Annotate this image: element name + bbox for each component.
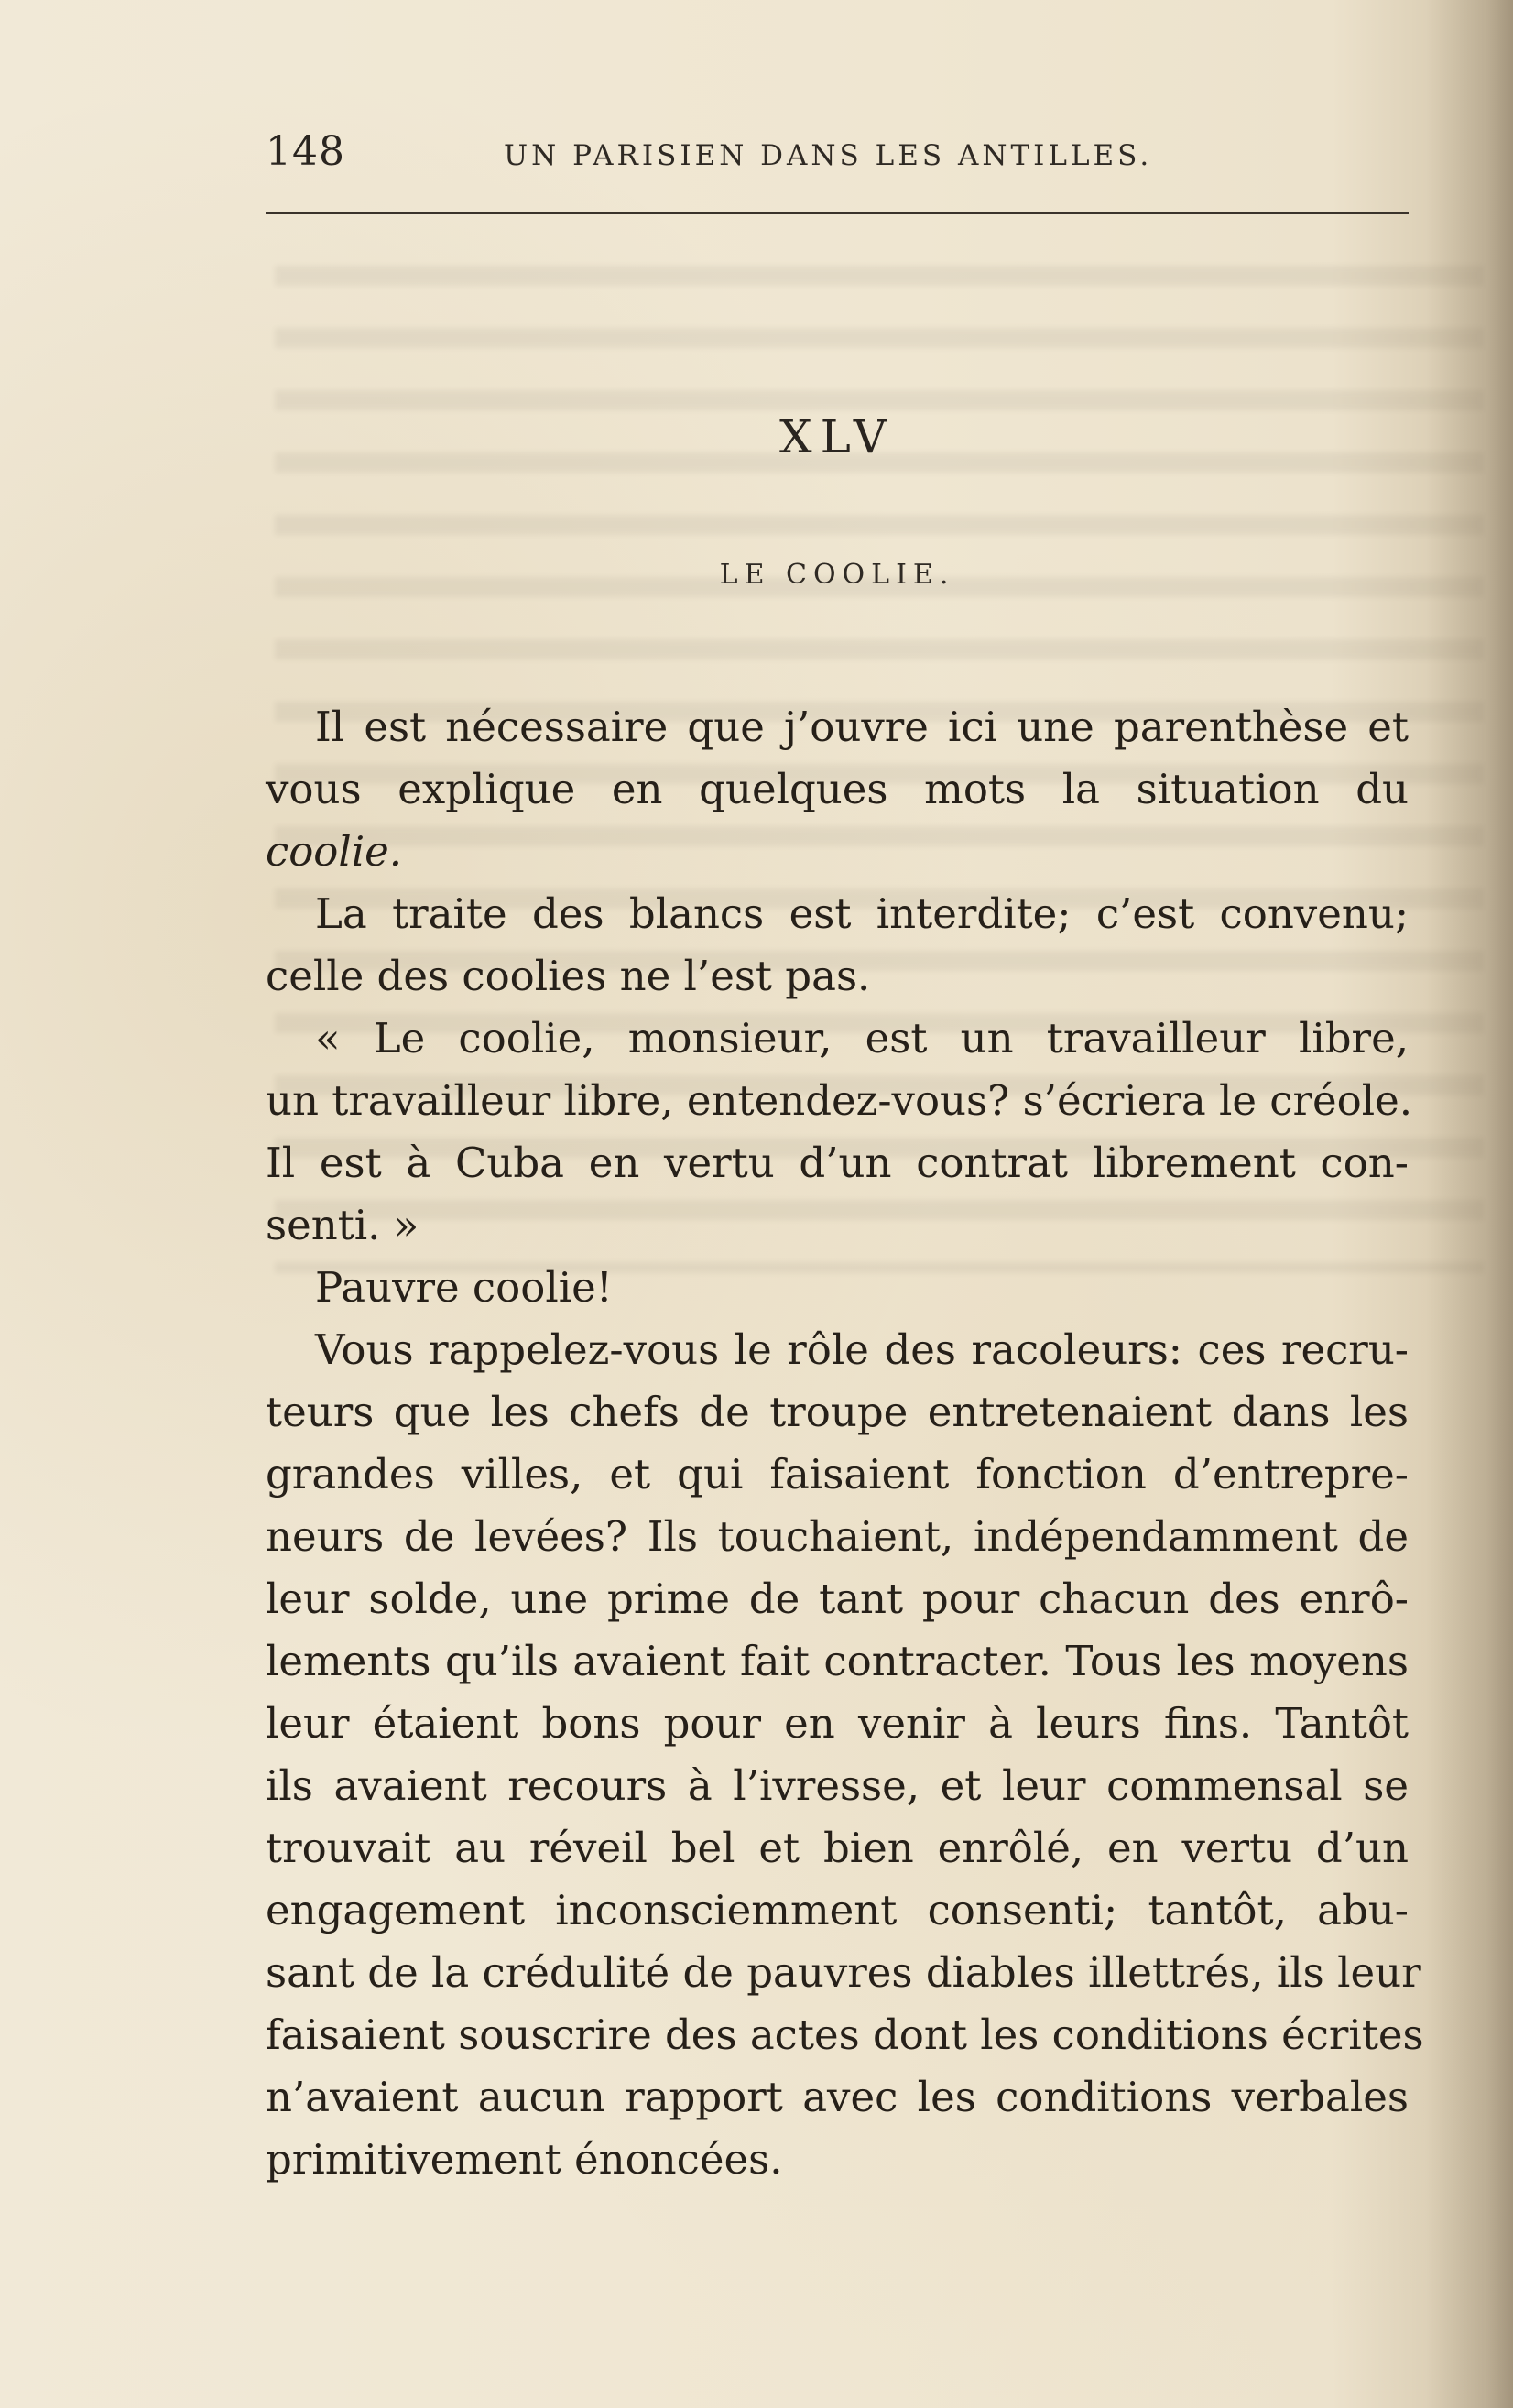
text-line: La traite des blancs est interdite; c’est convenu; — [315, 889, 1409, 938]
text-line: teurs que les chefs de troupe entretenaient dans les — [266, 1388, 1409, 1436]
text-line: faisaient souscrire des actes dont les conditions écrites — [266, 2010, 1424, 2059]
text-line: celle des coolies ne l’est pas. — [266, 952, 871, 1000]
text-line: n’avaient aucun rapport avec les conditions verbales — [266, 2073, 1409, 2121]
text-line: grandes villes, et qui faisaient fonction d’entrepre- — [266, 1450, 1409, 1498]
text-line: engagement inconsciemment consenti; tantôt, abu- — [266, 1886, 1409, 1934]
page-edge-shadow — [1426, 0, 1513, 2408]
text-line: leur solde, une prime de tant pour chacun des enrô- — [266, 1574, 1409, 1623]
header-rule — [266, 212, 1409, 214]
text-line: primitivement énoncées. — [266, 2135, 783, 2184]
text-line: un travailleur libre, entendez-vous? s’écriera le créole. — [266, 1076, 1413, 1125]
text-line: sant de la crédulité de pauvres diables illettrés, ils leur — [266, 1948, 1421, 1997]
body-text — [266, 696, 1424, 2191]
text-line: Vous rappelez-vous le rôle des racoleurs: ces recru- — [315, 1325, 1409, 1374]
text-line: Il est nécessaire que j’ouvre ici une parenthèse et — [315, 703, 1409, 751]
text-line: « Le coolie, monsieur, est un travailleur libre, — [315, 1014, 1409, 1062]
text-line: lements qu’ils avaient fait contracter. Tous les moyens — [266, 1637, 1409, 1685]
page-number: 148 — [266, 128, 345, 175]
chapter-number: XLV — [779, 410, 895, 463]
text-line: leur étaient bons pour en venir à leurs fins. Tantôt — [266, 1699, 1409, 1748]
text-line: Pauvre coolie! — [315, 1263, 613, 1312]
text-line: vous explique en quelques mots la situation du — [266, 765, 1409, 813]
text-line: Il est à Cuba en vertu d’un contrat librement con- — [266, 1139, 1409, 1187]
text-line: ils avaient recours à l’ivresse, et leur commensal se — [266, 1761, 1409, 1810]
text-line: trouvait au réveil bel et bien enrôlé, en vertu d’un — [266, 1824, 1409, 1872]
page-header — [266, 128, 1409, 183]
chapter-title: LE COOLIE. — [719, 559, 955, 591]
text-line: senti. » — [266, 1201, 419, 1249]
running-head: UN PARISIEN DANS LES ANTILLES. — [504, 139, 1153, 172]
text-line: coolie. — [266, 827, 403, 876]
text-line: neurs de levées? Ils touchaient, indépendamment de — [266, 1512, 1409, 1561]
